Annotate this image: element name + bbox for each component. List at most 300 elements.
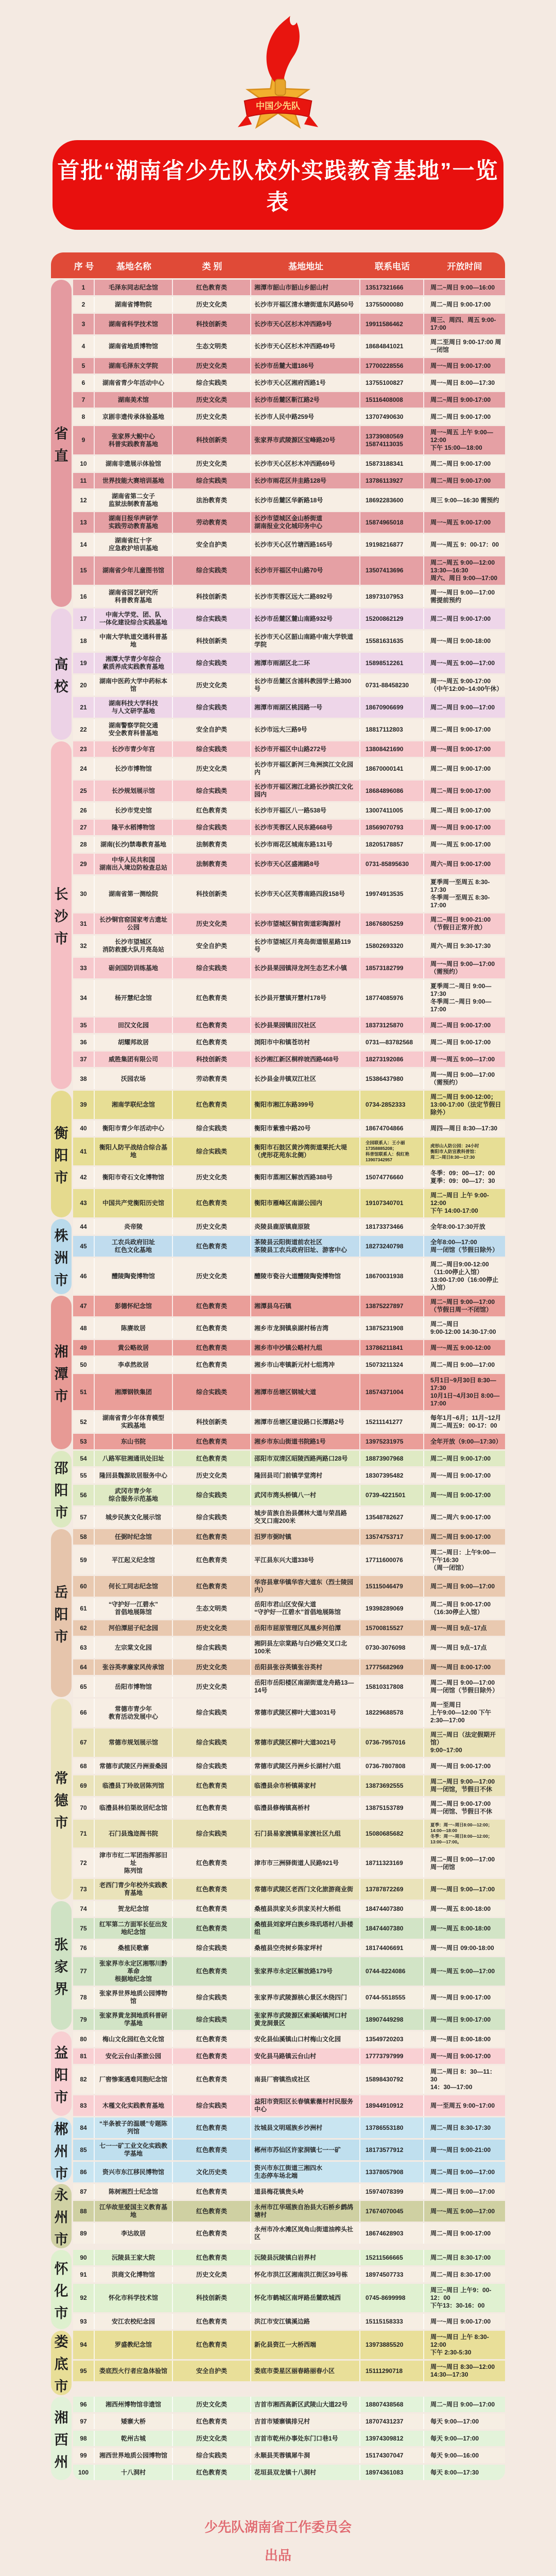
cell-line: 综合实践类	[196, 964, 227, 972]
cell-line: 常德市规划展示馆	[108, 1739, 158, 1747]
region-tab-char: 郴	[54, 2121, 68, 2137]
cell-line: 周一~周五 9:00-12:00	[430, 1344, 491, 1351]
cell-line: 工农兵政府旧址	[111, 1239, 155, 1246]
col-header-address: 基地地址	[288, 261, 323, 272]
cell-phone	[359, 741, 423, 757]
page-title: 首批“湖南省少先队校外实践教育基地”一览表	[53, 140, 503, 230]
cell-name	[94, 608, 172, 629]
region-tab-char: 市	[54, 1170, 68, 1185]
cell-num	[73, 1901, 94, 1917]
cell-line: 每天 9:00—16:00	[430, 2451, 479, 2459]
cell-line: 31	[80, 920, 87, 927]
cell-phone	[359, 2095, 423, 2116]
cell-name	[94, 1189, 172, 1217]
cell-line: 0730-3076098	[366, 1643, 406, 1651]
cell-line: 新化县资江一大桥西端	[254, 2341, 317, 2349]
cell-name	[94, 2140, 172, 2160]
table-row	[73, 2431, 505, 2446]
cell-line: 22	[80, 725, 87, 733]
table-row	[73, 1069, 505, 1089]
cell-line: 周二~周日 9:00-21:00	[430, 916, 491, 923]
table-row	[73, 1546, 505, 1574]
cell-line: 周一闭馆、节假日不休	[430, 1808, 493, 1816]
cell-line: 夏季：周一~周日8:00—12:00；14:00—18:00	[430, 1822, 493, 1834]
cell-line: 62	[80, 1624, 87, 1632]
cell-line: 河伯潭屈子纪念园	[108, 1624, 158, 1632]
cell-line: 木槿文化实践教育基地	[102, 2102, 164, 2109]
cell-line: 隆回县司门前镇学堂湾村	[254, 1471, 323, 1479]
cell-time	[423, 1940, 505, 1956]
cell-addr	[250, 1699, 359, 1727]
cell-line: 世界技能大赛培训基地	[102, 477, 164, 484]
cell-line: 湖南省青少年体育模型	[102, 1414, 164, 1422]
region-section	[51, 1296, 505, 1449]
cell-num	[73, 375, 94, 391]
region-tab-char: 市	[54, 1388, 68, 1404]
cell-line: 张家界市武陵源区宝峰路20号	[254, 436, 336, 444]
cell-addr	[250, 1901, 359, 1917]
cell-line: 实践基地	[120, 1422, 146, 1430]
cell-line: 永州市江华瑶族自治县大石桥乡鹧鸪塘村	[254, 2204, 354, 2219]
table-row	[73, 2031, 505, 2047]
cell-line: 86	[80, 2168, 87, 2176]
cell-cat	[172, 1121, 250, 1136]
cell-line: 综合实践类	[196, 1829, 227, 1837]
cell-line: 综合实践类	[196, 787, 227, 794]
cell-line: 综合实践类	[196, 615, 227, 622]
cell-cat	[172, 1879, 250, 1900]
cell-addr	[250, 1121, 359, 1136]
cell-line: 周一~周五 9:00—17:00	[430, 2207, 495, 2215]
cell-time	[423, 1091, 505, 1119]
cell-addr	[250, 2465, 359, 2480]
cell-line: 73	[80, 1885, 87, 1893]
cell-addr	[250, 2331, 359, 2359]
cell-line: 长沙县果园镇浔龙河生态艺术小镇	[254, 964, 348, 972]
cell-line: 下午 2:30-5:30	[430, 2349, 472, 2357]
cell-line: 常德市武陵区丹洲蚕桑园	[99, 1762, 167, 1770]
cell-phone	[359, 608, 423, 629]
cell-line: 临澧县修梅镇高桥村	[254, 1804, 310, 1811]
cell-addr	[250, 1798, 359, 1818]
cell-line: 周一~周五 9:00-17:00	[430, 840, 491, 848]
table-body	[51, 280, 505, 2480]
cell-line: “半条被子的温暖”专题陈列馆	[99, 2120, 167, 2136]
cell-line: 周二~周日 9:00—17:00	[430, 2188, 495, 2195]
region-tab-char: 市	[54, 2305, 68, 2321]
cell-line: 张家界黄龙洞地质科普研学基地	[99, 2012, 167, 2027]
cell-line: 58	[80, 1533, 87, 1540]
cell-name	[94, 1775, 172, 1796]
cell-line: 武冈市湾头桥镇八一村	[254, 1491, 317, 1499]
cell-num	[73, 2431, 94, 2446]
cell-num	[73, 837, 94, 852]
cell-line: 84	[80, 2124, 87, 2131]
region-tab	[51, 2250, 72, 2329]
region-tab-char: 底	[54, 2357, 68, 2372]
cell-cat	[172, 409, 250, 425]
cell-line: 18670031938	[366, 1272, 404, 1280]
cell-phone	[359, 512, 423, 533]
cell-cat	[172, 2162, 250, 2182]
cell-line: 科技创新类	[196, 1418, 227, 1426]
cell-name	[94, 781, 172, 801]
cell-line: 15	[80, 567, 87, 574]
cell-num	[73, 392, 94, 408]
cell-num	[73, 556, 94, 585]
cell-line: 18173577912	[366, 2146, 404, 2154]
cell-time	[423, 1598, 505, 1619]
table-row	[73, 375, 505, 391]
cell-line: 13873692555	[366, 1782, 404, 1789]
cell-line: 周二~周日 9:00-12:00；	[430, 1093, 497, 1100]
cell-line: 周一~周日 9:00—17:00	[430, 1885, 495, 1893]
cell-line: （节假日周一不闭馆）	[430, 1306, 493, 1314]
cell-line: 历史文化类	[196, 413, 227, 420]
cell-line: 36	[80, 1038, 87, 1046]
cell-phone	[359, 781, 423, 801]
cell-addr	[250, 631, 359, 651]
cell-line: 综合实践类	[196, 1147, 227, 1155]
cell-name	[94, 1659, 172, 1675]
cell-num	[73, 820, 94, 835]
cell-num	[73, 1529, 94, 1545]
cell-addr	[250, 2361, 359, 2381]
cell-time	[423, 837, 505, 852]
cell-line: 周一~周日 9:00—17:00	[430, 1071, 495, 1078]
cell-num	[73, 1987, 94, 2008]
cell-time	[423, 1357, 505, 1372]
cell-cat	[172, 1357, 250, 1372]
cell-line: 0731—83782568	[366, 1038, 413, 1046]
cell-line: 15386437980	[366, 1075, 404, 1082]
cell-line: 15974078399	[366, 2188, 404, 2195]
region-tab-char: 市	[54, 1272, 68, 1288]
cell-line: 周二~周日 9:00-17:00	[430, 300, 491, 308]
cell-cat	[172, 2465, 250, 2480]
cell-line: （虎形花苑东北侧）	[254, 1151, 310, 1159]
cell-line: 乾州古城	[120, 2434, 146, 2442]
cell-time	[423, 1918, 505, 1939]
cell-line: 历史文化类	[196, 1624, 227, 1632]
cell-line: 桑植民歌寨	[117, 1944, 149, 1952]
cell-num	[73, 1676, 94, 1697]
cell-line: （中午12:00~14:00午休）	[430, 685, 503, 692]
cell-line: 应急救护培训基地	[108, 545, 158, 552]
cell-addr	[250, 1918, 359, 1939]
cell-phone	[359, 1451, 423, 1466]
cell-phone	[359, 758, 423, 779]
cell-line: 周二~周日 9:00—16:00	[430, 283, 495, 291]
cell-addr	[250, 1069, 359, 1089]
cell-line: 34	[80, 994, 87, 1002]
cell-phone	[359, 2331, 423, 2359]
region-tab-char: 岳	[54, 1584, 68, 1600]
cell-line: 74	[80, 1905, 87, 1912]
cell-line: 19	[80, 659, 87, 667]
cell-name	[94, 556, 172, 585]
region-section	[51, 2031, 505, 2116]
cell-line: 湖南报业文化城印务中心	[254, 522, 323, 530]
torch-handle	[275, 79, 286, 95]
cell-name	[94, 1138, 172, 1165]
cell-num	[73, 409, 94, 425]
cell-line: 需提前预约	[430, 597, 462, 604]
cell-line: 13378057908	[366, 2168, 404, 2176]
cell-line: 18711323169	[366, 1859, 403, 1867]
cell-num	[73, 2397, 94, 2412]
cell-line: 桑植县洪家关乡洪家关村大桥组	[254, 1905, 341, 1912]
cell-line: 87	[80, 2188, 87, 2195]
cell-num	[73, 2009, 94, 2030]
cell-line: 20	[80, 681, 87, 689]
cell-line: 历史文化类	[196, 2270, 227, 2278]
cell-num	[73, 758, 94, 779]
cell-num	[73, 781, 94, 801]
cell-line: 19398289069	[366, 1604, 404, 1612]
table-row	[73, 1598, 505, 1619]
cell-line: 93	[80, 2317, 87, 2325]
cell-line: 红色教育类	[196, 1924, 227, 1932]
cell-name	[94, 2431, 172, 2446]
region-tab-char: 家	[54, 1959, 68, 1975]
cell-line: 隆平水稻博物馆	[111, 823, 155, 831]
table-row	[73, 2201, 505, 2222]
cell-line: 长沙市望城区	[114, 938, 152, 945]
cell-line: 安全自护类	[196, 540, 227, 548]
cell-line: 周一~周五 上午 9:00—12:00	[430, 429, 493, 444]
cell-num	[73, 1485, 94, 1505]
cell-line: 周六~周日 9:00-17:00	[430, 860, 491, 868]
cell-line: 0731-88458230	[366, 681, 409, 689]
cell-line: 炎陵县鹿原镇鹿原陂	[254, 1223, 310, 1230]
cell-line: 78	[80, 1993, 87, 2001]
cell-addr	[250, 473, 359, 488]
cell-phone	[359, 1957, 423, 1986]
cell-phone	[359, 358, 423, 374]
cell-phone	[359, 490, 423, 511]
cell-phone	[359, 392, 423, 408]
cell-line: 13786113927	[366, 477, 403, 484]
cell-line: 54	[80, 1454, 87, 1462]
region-tab-char: 市	[54, 1815, 68, 1831]
cell-addr	[250, 1620, 359, 1636]
cell-phone	[359, 2201, 423, 2222]
cell-line: 平江起义纪念馆	[111, 1556, 155, 1564]
cell-line: 红色教育类	[196, 1101, 227, 1108]
cell-name	[94, 409, 172, 425]
cell-addr	[250, 1052, 359, 1067]
region-section	[51, 1529, 505, 1697]
cell-cat	[172, 675, 250, 696]
table-row	[73, 2048, 505, 2064]
cell-cat	[172, 2284, 250, 2312]
cell-phone	[359, 1940, 423, 1956]
cell-addr	[250, 375, 359, 391]
cell-line: 一体化建设综合实践基地	[99, 619, 167, 626]
cell-line: 周一~周日 9:00—17:00	[430, 589, 495, 596]
cell-time	[423, 2140, 505, 2160]
cell-time	[423, 1052, 505, 1067]
cell-name	[94, 2201, 172, 2222]
cell-cat	[172, 2361, 250, 2381]
table-row	[73, 473, 505, 488]
region-tab	[51, 2331, 72, 2395]
cell-phone	[359, 1659, 423, 1675]
cell-cat	[172, 980, 250, 1016]
cell-time	[423, 2331, 505, 2359]
cell-num	[73, 1820, 94, 1848]
cell-line: 周二~周日 9:00—17:00	[430, 1582, 495, 1590]
cell-cat	[172, 1318, 250, 1338]
cell-time	[423, 2284, 505, 2312]
cell-line: 13875227897	[366, 1302, 404, 1310]
cell-line: 岳阳市君山区安保大道	[254, 1601, 317, 1608]
cell-line: 0739-4221501	[366, 1491, 406, 1499]
cell-line: 0734-2852333	[366, 1101, 406, 1108]
cell-line: 李卓然故居	[117, 1361, 149, 1368]
cell-num	[73, 1340, 94, 1355]
cell-line: 冬季周二~周日 9:00—17:00	[430, 998, 492, 1013]
cell-num	[73, 2117, 94, 2138]
cell-name	[94, 1318, 172, 1338]
cell-num	[73, 2331, 94, 2359]
cell-time	[423, 1775, 505, 1796]
cell-addr	[250, 1676, 359, 1697]
cell-line: 18974507733	[366, 2270, 404, 2278]
cell-name	[94, 1069, 172, 1089]
cell-addr	[250, 2267, 359, 2282]
cell-phone	[359, 1374, 423, 1410]
cell-line: 18674704866	[366, 1124, 404, 1132]
cell-time	[423, 1451, 505, 1466]
region-tab	[51, 280, 72, 607]
cell-cat	[172, 1849, 250, 1877]
cell-num	[73, 1189, 94, 1217]
cell-cat	[172, 297, 250, 312]
cell-line: 周二~周日 9:00-17:00	[430, 477, 491, 484]
cell-line: 红色教育类	[196, 1361, 227, 1368]
cell-line: 17674070045	[366, 2207, 404, 2215]
cell-addr	[250, 1035, 359, 1050]
cell-line: 上午9:00—12:00 下午2:30—17:00	[430, 1709, 492, 1724]
cell-time	[423, 2414, 505, 2429]
cell-phone	[359, 1052, 423, 1067]
cell-name	[94, 1236, 172, 1257]
cell-num	[73, 1957, 94, 1986]
region-section	[51, 741, 505, 1089]
cell-line: 周一至周五 9:00~17:00	[430, 2102, 495, 2109]
cell-cat	[172, 1957, 250, 1986]
cell-name	[94, 426, 172, 454]
table-row	[73, 426, 505, 454]
cell-line: 汝城县文明瑶族乡沙洲村	[254, 2124, 323, 2131]
cell-line: 夏季周二~周日 9:00—17:30	[430, 982, 492, 997]
cell-line: 21	[80, 703, 87, 711]
cell-cat	[172, 1035, 250, 1050]
cell-line: 41	[80, 1147, 87, 1155]
cell-name	[94, 586, 172, 607]
cell-line: 14：30—17:00	[430, 2083, 473, 2091]
cell-addr	[250, 1637, 359, 1658]
cell-cat	[172, 697, 250, 718]
cell-line: 83	[80, 2102, 87, 2109]
cell-phone	[359, 2223, 423, 2244]
cell-line: 道县梅花镇贵头岭	[254, 2188, 304, 2195]
cell-phone	[359, 1069, 423, 1089]
cell-cat	[172, 803, 250, 818]
cell-line: 周二~周日 9:00-17:00	[430, 1454, 491, 1462]
cell-line: 95	[80, 2367, 87, 2375]
cell-line: 首倡地展陈馆	[114, 1608, 152, 1616]
cell-line: 消防救援大队月亮岛站	[102, 946, 164, 953]
cell-line: 15898512261	[366, 659, 404, 667]
cell-phone	[359, 631, 423, 651]
cell-line: 15200862129	[366, 615, 404, 622]
cell-line: 科技创新类	[196, 2294, 227, 2302]
cell-line: 30	[80, 890, 87, 897]
table-row	[73, 1412, 505, 1432]
cell-name	[94, 837, 172, 852]
cell-addr	[250, 336, 359, 357]
cell-time	[423, 2201, 505, 2222]
cell-line: 周二~周日 9:00—17:00	[430, 1778, 495, 1786]
cell-line: 79	[80, 2015, 87, 2023]
cell-line: 陈赓故居	[120, 1324, 146, 1332]
cell-line: 周二~周日 9:00—17:00	[430, 1298, 495, 1306]
table-row	[73, 456, 505, 471]
footer-line2: 出品	[264, 2547, 291, 2563]
cell-line: 周一~周日 8:00—17:30	[430, 379, 495, 386]
table-row	[73, 1167, 505, 1188]
cell-name	[94, 1258, 172, 1294]
cell-line: 18229688578	[366, 1709, 404, 1717]
cell-line: 长沙市天心区竹塘西路165号	[254, 540, 333, 548]
cell-line: 监狱法制教育基地	[108, 500, 158, 507]
cell-addr	[250, 512, 359, 533]
cell-name	[94, 697, 172, 718]
cell-line: 周一~周五 9:00—17:00	[430, 1055, 495, 1063]
cell-cat	[172, 2267, 250, 2282]
cell-addr	[250, 675, 359, 696]
cell-cat	[172, 1576, 250, 1597]
cell-line: 科技创新类	[196, 592, 227, 600]
cell-addr	[250, 1507, 359, 1528]
cell-line: 常德市武陵区柳叶大道3021号	[254, 1739, 336, 1747]
cell-line: 综合实践类	[196, 1739, 227, 1747]
cell-addr	[250, 820, 359, 835]
cell-line: 交叉口南200米	[254, 1517, 296, 1525]
cell-time	[423, 936, 505, 956]
cell-time	[423, 375, 505, 391]
cell-num	[73, 2140, 94, 2160]
cell-time	[423, 1069, 505, 1089]
cell-cat	[172, 913, 250, 934]
cell-line: 长沙市人民中路259号	[254, 413, 315, 420]
cell-cat	[172, 1598, 250, 1619]
cell-phone	[359, 719, 423, 740]
cell-phone	[359, 336, 423, 357]
cell-line: 周二~周日 9:00-17:00	[430, 806, 491, 814]
cell-name	[94, 1035, 172, 1050]
cell-line: 文化历史类	[196, 2168, 227, 2176]
cell-line: 26	[80, 806, 87, 814]
cell-addr	[250, 653, 359, 673]
cell-time	[423, 2095, 505, 2116]
cell-num	[73, 1412, 94, 1432]
cell-line: 湘南学联纪念馆	[111, 1101, 155, 1108]
region-tab	[51, 1901, 72, 2030]
